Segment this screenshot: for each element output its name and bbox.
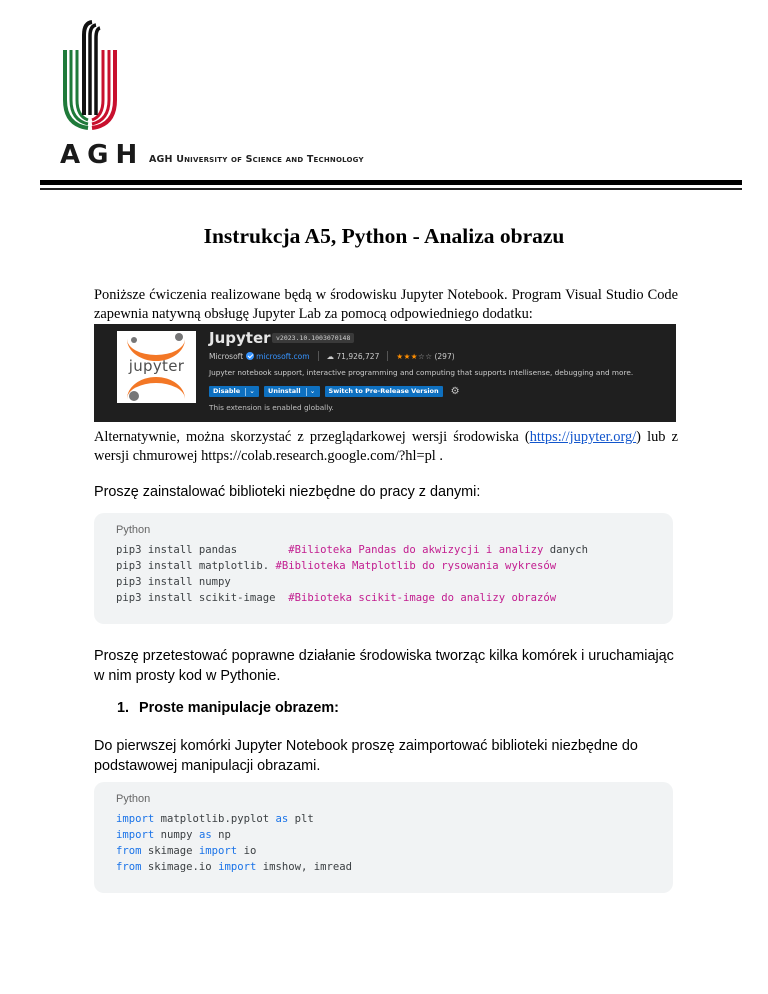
section-title: Proste manipulacje obrazem:: [139, 700, 339, 716]
test-paragraph: Proszę przetestować poprawne działanie środowiska tworząc kilka komórek i uruchamiając w nim prosty kod w Pythonie.: [94, 648, 674, 684]
uninstall-button[interactable]: Uninstall ⌄: [264, 386, 319, 397]
extension-status-text: This extension is enabled globally.: [209, 403, 334, 412]
jupyter-extension-panel: [94, 324, 676, 422]
jupyter-logo-word: jupyter: [128, 357, 185, 375]
star-filled-icon: ★★★: [396, 351, 419, 361]
switch-prerelease-button[interactable]: Switch to Pre-Release Version: [325, 386, 443, 397]
intro-line-2: zapewnia natywną obsługę Jupyter Lab za pomocą odpowiedniego dodatku:: [94, 306, 533, 322]
rating-stars[interactable]: [396, 352, 432, 361]
alternative-paragraph: [94, 428, 678, 466]
code-language-label: Python: [116, 793, 151, 805]
extension-name: Jupyter: [209, 329, 271, 347]
code-block-install[interactable]: [94, 513, 673, 624]
intro-paragraph: [94, 286, 678, 324]
gear-icon[interactable]: ⚙: [450, 386, 460, 397]
section-number: 1.: [117, 700, 130, 716]
install-intro: Proszę zainstalować biblioteki niezbędne do pracy z danymi:: [94, 484, 481, 500]
code-content: pip3 install pandas #Bilioteka Pandas do akwizycji i analizy danych pip3 install matplotlib. #Biblioteka Matplotlib do rysowania wykresów pip3 install numpy pip3 install scikit-image #Bibioteka scikit-image do analizy obrazów: [116, 544, 588, 604]
document-title: Instrukcja A5, Python - Analiza obrazu: [203, 224, 565, 248]
extension-version-badge: v2023.10.1003070148: [272, 333, 354, 343]
extension-actions: [209, 386, 460, 397]
alternative-line-1: Alternatywnie, można skorzystać z przeglądarkowej wersji środowiska (https://jupyter.org/) lub z: [94, 429, 678, 445]
agh-logo-text: AGH: [60, 140, 145, 170]
university-name: AGH University of Science and Technology: [149, 154, 364, 165]
alternative-line-2: wersji chmurowej https://colab.research.google.com/?hl=pl .: [94, 448, 443, 464]
code-language-label: Python: [116, 524, 151, 536]
publisher-domain-link[interactable]: microsoft.com: [256, 351, 310, 361]
extension-description: Jupyter notebook support, interactive programming and computing that supports Intellisense, debugging and more.: [209, 368, 634, 377]
intro-line-1: Poniższe ćwiczenia realizowane będą w środowisku Jupyter Notebook. Program Visual Studio Code: [94, 287, 678, 303]
chevron-down-icon[interactable]: ⌄: [249, 387, 256, 395]
disable-button[interactable]: Disable ⌄: [209, 386, 259, 397]
verified-publisher-icon: [246, 352, 254, 360]
import-paragraph: Do pierwszej komórki Jupyter Notebook proszę zaimportować biblioteki niezbędne do podstawowej manipulacji obrazami.: [94, 738, 638, 774]
agh-logo-mark-icon: [60, 20, 120, 130]
publisher-name[interactable]: Microsoft: [209, 351, 244, 361]
star-empty-icon: ☆☆: [418, 351, 433, 361]
install-count: 71,926,727: [336, 351, 380, 361]
jupyter-logo-icon: [117, 331, 196, 403]
rating-count: (297): [434, 351, 455, 361]
jupyter-org-link[interactable]: https://jupyter.org/: [529, 429, 637, 445]
extension-meta-row: [209, 351, 455, 361]
code-content: import matplotlib.pyplot as plt import numpy as np from skimage import io from skimage.io import imshow, imread: [116, 813, 353, 873]
chevron-down-icon[interactable]: ⌄: [309, 387, 316, 395]
code-block-imports[interactable]: [94, 782, 673, 893]
cloud-download-icon: ☁: [326, 351, 337, 361]
header-rule-thin: [40, 188, 742, 190]
header-rule-thick: [40, 180, 742, 185]
section-heading: [117, 700, 339, 716]
